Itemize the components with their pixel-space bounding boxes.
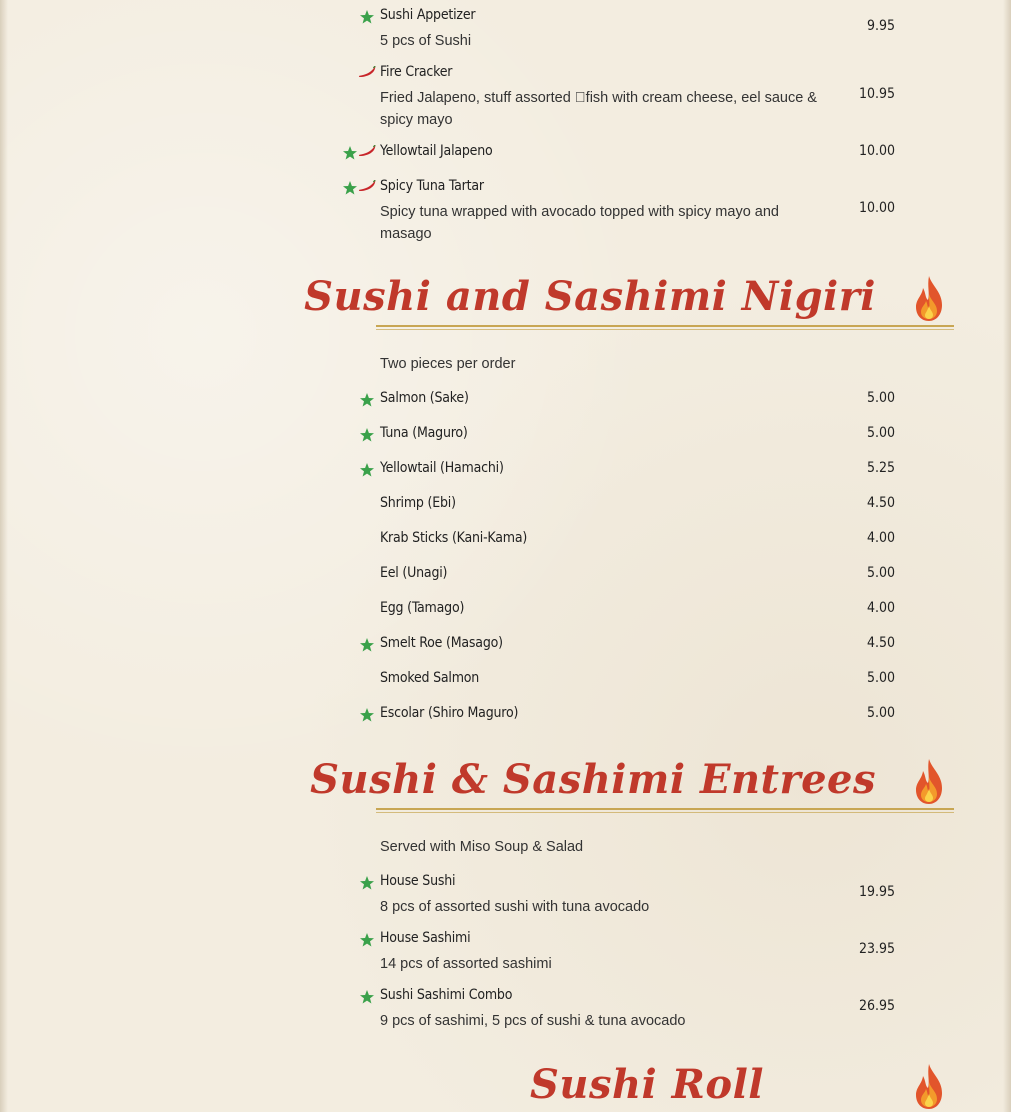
menu-item: [340, 178, 954, 244]
item-description: 5 pcs of Sushi: [380, 33, 472, 49]
item-description: Fried Jalapeno, stuff assorted  fish with cream cheese, eel sauce & spicy mayo: [380, 90, 817, 128]
item-icons: [340, 66, 378, 84]
item-icons: [340, 707, 378, 725]
section-note: Two pieces per order: [380, 356, 516, 372]
menu-item: [340, 143, 954, 165]
item-price: 19.95: [858, 884, 895, 900]
item-icons: [340, 672, 378, 690]
section-divider: [376, 812, 954, 813]
menu-item: [340, 425, 954, 447]
item-price: 5.00: [866, 425, 895, 441]
item-price: 9.95: [866, 18, 895, 34]
menu-item: [340, 390, 954, 412]
section-title: Sushi Roll: [529, 1061, 764, 1108]
section-note: Served with Miso Soup & Salad: [380, 839, 584, 855]
menu-item: [340, 600, 954, 622]
item-icons: [340, 567, 378, 585]
page-edge: [1003, 0, 1011, 1112]
chili-pepper-icon: [358, 66, 376, 80]
menu-item: [340, 635, 954, 657]
item-description: Spicy tuna wrapped with avocado topped with spicy mayo and masago: [380, 204, 779, 242]
item-price: 10.95: [858, 86, 895, 102]
item-price: 4.50: [866, 635, 895, 651]
item-price: 5.00: [866, 705, 895, 721]
item-price: 26.95: [858, 998, 895, 1014]
item-icons: [340, 180, 378, 198]
item-price: 5.00: [866, 565, 895, 581]
star-icon: [359, 9, 375, 25]
menu-item: [340, 930, 954, 974]
menu-item: [340, 7, 954, 51]
menu-item: [340, 705, 954, 727]
item-icons: [340, 9, 378, 27]
item-name: Yellowtail (Hamachi): [380, 460, 504, 476]
item-icons: [340, 875, 378, 893]
star-icon: [359, 462, 375, 478]
item-icons: [340, 392, 378, 410]
item-price: 5.00: [866, 670, 895, 686]
item-name: Shrimp (Ebi): [380, 495, 456, 511]
item-name: Escolar (Shiro Maguro): [380, 705, 519, 721]
chili-pepper-icon: [358, 180, 376, 194]
item-name: Smelt Roe (Masago): [380, 635, 503, 651]
flame-icon: [912, 274, 946, 322]
item-description: 8 pcs of assorted sushi with tuna avocado: [380, 899, 650, 915]
star-icon: [359, 875, 375, 891]
section-title: Sushi and Sashimi Nigiri: [304, 273, 876, 320]
menu-item: [340, 670, 954, 692]
item-name: House Sashimi: [380, 930, 471, 946]
item-price: 5.00: [866, 390, 895, 406]
item-icons: [340, 497, 378, 515]
flame-icon: [912, 757, 946, 805]
item-price: 10.00: [858, 200, 895, 216]
flame-icon: [912, 1062, 946, 1110]
section-divider: [376, 808, 954, 810]
item-name: Yellowtail Jalapeno: [380, 143, 493, 159]
item-description: 14 pcs of assorted sashimi: [380, 956, 552, 972]
menu-item: [340, 987, 954, 1031]
item-icons: [340, 989, 378, 1007]
section-title: Sushi & Sashimi Entrees: [310, 756, 876, 803]
menu-item: [340, 495, 954, 517]
menu-item: [340, 530, 954, 552]
page-edge: [0, 0, 8, 1112]
item-icons: [340, 145, 378, 163]
item-name: Sushi Appetizer: [380, 7, 476, 23]
item-price: 10.00: [858, 143, 895, 159]
item-name: Spicy Tuna Tartar: [380, 178, 484, 194]
item-price: 4.00: [866, 600, 895, 616]
star-icon: [359, 637, 375, 653]
item-icons: [340, 427, 378, 445]
item-icons: [340, 932, 378, 950]
item-name: Sushi Sashimi Combo: [380, 987, 513, 1003]
menu-item: [340, 873, 954, 917]
item-name: Smoked Salmon: [380, 670, 480, 686]
star-icon: [359, 427, 375, 443]
item-name: Tuna (Maguro): [380, 425, 468, 441]
item-price: 23.95: [858, 941, 895, 957]
item-price: 5.25: [866, 460, 895, 476]
item-icons: [340, 602, 378, 620]
star-icon: [342, 145, 358, 161]
item-name: Salmon (Sake): [380, 390, 469, 406]
star-icon: [359, 707, 375, 723]
item-icons: [340, 462, 378, 480]
section-divider: [376, 329, 954, 330]
item-price: 4.00: [866, 530, 895, 546]
section-header-entrees: [310, 749, 954, 807]
item-name: Fire Cracker: [380, 64, 453, 80]
menu-item: [340, 64, 954, 130]
section-divider: [376, 325, 954, 327]
section-header-roll: [376, 1054, 954, 1112]
menu-item: [340, 460, 954, 482]
item-icons: [340, 532, 378, 550]
star-icon: [359, 989, 375, 1005]
item-name: House Sushi: [380, 873, 456, 889]
item-name: Krab Sticks (Kani-Kama): [380, 530, 528, 546]
item-price: 4.50: [866, 495, 895, 511]
star-icon: [359, 932, 375, 948]
chili-pepper-icon: [358, 145, 376, 159]
item-name: Eel (Unagi): [380, 565, 448, 581]
item-icons: [340, 637, 378, 655]
section-header-nigiri: [304, 266, 954, 324]
star-icon: [342, 180, 358, 196]
item-name: Egg (Tamago): [380, 600, 465, 616]
menu-item: [340, 565, 954, 587]
star-icon: [359, 392, 375, 408]
item-description: 9 pcs of sashimi, 5 pcs of sushi & tuna avocado: [380, 1013, 686, 1029]
